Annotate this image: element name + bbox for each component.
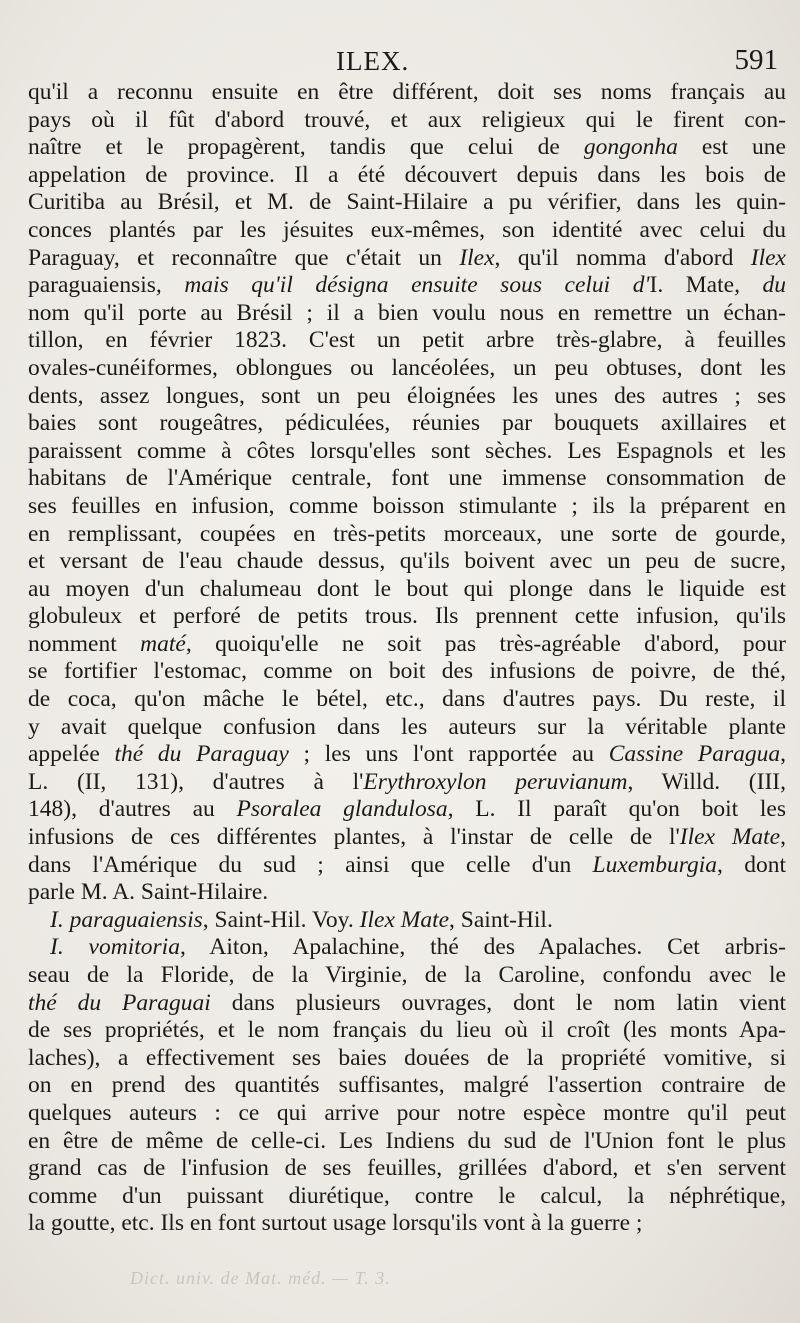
text-line: conces plantés par les jésuites eux-mêmes, son identité avec celui du bbox=[28, 216, 786, 243]
italic-term: I. paraguaiensis bbox=[50, 906, 203, 933]
italic-term: Ilex Mate bbox=[679, 824, 781, 851]
page-header bbox=[0, 44, 800, 78]
text-line: on en prend des quantités suffisantes, malgré l'assertion contraire de bbox=[28, 1072, 786, 1099]
italic-term: gongonha bbox=[583, 134, 678, 161]
italic-term: Luxemburgia bbox=[592, 851, 718, 878]
italic-term: maté bbox=[140, 630, 186, 657]
text-line: I. paraguaiensis, Saint-Hil. Voy. Ilex Mate, Saint-Hil. bbox=[50, 906, 553, 933]
italic-term: , mais qu'il désigna ensuite sous celui d' bbox=[155, 272, 650, 299]
italic-term: Ilex bbox=[750, 244, 786, 271]
text-line: et versant de l'eau chaude dessus, qu'ils boivent avec un peu de sucre, bbox=[28, 548, 786, 575]
text-line: en être de même de celle-ci. Les Indiens du sud de l'Union font le plus bbox=[28, 1127, 786, 1154]
text-line: globuleux et perforé de petits trous. Ils prennent cette infusion, qu'ils bbox=[28, 603, 786, 630]
text-line: I. vomitoria, Aiton, Apalachine, thé des Apalaches. Cet arbris- bbox=[50, 934, 786, 961]
text-line: au moyen d'un chalumeau dont le bout qui plonge dans le liquide est bbox=[28, 575, 786, 602]
italic-term: thé du Paraguai bbox=[28, 989, 211, 1016]
text-line: laches), a effectivement ses baies douées de la propriété vomitive, si bbox=[28, 1044, 786, 1071]
text-line: en remplissant, coupées en très-petits morceaux, une sorte de gourde, bbox=[28, 520, 786, 547]
text-line: dans l'Amérique du sud ; ainsi que celle d'un Luxemburgia, dont bbox=[28, 851, 786, 878]
text-line: Paraguay, et reconnaître que c'était un Ilex, qu'il nomma d'abord Ilex bbox=[28, 244, 786, 271]
bleed-through-text: Dict. univ. de Mat. méd. — T. 3. bbox=[130, 1268, 391, 1288]
text-line: ses feuilles en infusion, comme boisson stimulante ; ils la préparent en bbox=[28, 492, 786, 519]
text-line: paraissent comme à côtes lorsqu'elles sont sèches. Les Espagnols et les bbox=[28, 437, 786, 464]
text-line: se fortifier l'estomac, comme on boit des infusions de poivre, de thé, bbox=[28, 658, 786, 685]
italic-term: Psoralea glandulosa bbox=[236, 796, 448, 823]
running-title: ILEX. bbox=[336, 46, 410, 76]
body-text bbox=[28, 79, 786, 1238]
text-line: dents, assez longues, sont un peu éloignées les unes des autres ; ses bbox=[28, 382, 786, 409]
text-line: de coca, qu'on mâche le bétel, etc., dans d'autres pays. Du reste, il bbox=[28, 686, 786, 713]
text-line: habitans de l'Amérique centrale, font une immense consommation de bbox=[28, 465, 786, 492]
text-line: tillon, en février 1823. C'est un petit arbre très-glabre, à feuilles bbox=[28, 327, 786, 354]
text-line: pays où il fût d'abord trouvé, et aux religieux qui le firent con- bbox=[28, 106, 786, 133]
text-line: naître et le propagèrent, tandis que celui de gongonha est une bbox=[28, 134, 786, 161]
italic-term: thé du Paraguay bbox=[114, 741, 289, 768]
text-line: Curitiba au Brésil, et M. de Saint-Hilaire a pu vérifier, dans les quin- bbox=[28, 189, 786, 216]
text-line: y avait quelque confusion dans les auteurs sur la véritable plante bbox=[28, 713, 786, 740]
italic-term: Ilex bbox=[459, 244, 495, 271]
text-line: quelques auteurs : ce qui arrive pour notre espèce montre qu'il peut bbox=[28, 1099, 786, 1126]
text-line: L. (II, 131), d'autres à l'Erythroxylon peruvianum, Willd. (III, bbox=[28, 768, 786, 795]
text-line: de ses propriétés, et le nom français du lieu où il croît (les monts Apa- bbox=[28, 1017, 786, 1044]
text-line: la goutte, etc. Ils en font surtout usage lorsqu'ils vont à la guerre ; bbox=[28, 1210, 643, 1237]
text-line: comme d'un puissant diurétique, contre le calcul, la néphrétique, bbox=[28, 1182, 786, 1209]
text-line: qu'il a reconnu ensuite en être différent, doit ses noms français au bbox=[28, 79, 786, 105]
italic-term: Ilex Mate bbox=[359, 906, 450, 933]
italic-term: I. vomitoria bbox=[50, 934, 180, 961]
text-line: grand cas de l'infusion de ses feuilles, grillées d'abord, et s'en servent bbox=[28, 1155, 786, 1182]
text-line: infusions de ces différentes plantes, à l'instar de celle de l'Ilex Mate, bbox=[28, 824, 786, 851]
italic-term: Erythroxylon peruvianum bbox=[363, 768, 628, 795]
page-number: 591 bbox=[734, 44, 778, 76]
text-line: nomment maté, quoiqu'elle ne soit pas très-agréable d'abord, pour bbox=[28, 630, 786, 657]
text-line: appelation de province. Il a été découvert depuis dans les bois de bbox=[28, 161, 786, 188]
text-line: nom qu'il porte au Brésil ; il a bien voulu nous en remettre un échan- bbox=[28, 299, 786, 326]
text-line: 148), d'autres au Psoralea glandulosa, L. Il paraît qu'on boit les bbox=[28, 796, 787, 823]
text-line: parle M. A. Saint-Hilaire. bbox=[28, 879, 269, 906]
text-line: appelée thé du Paraguay ; les uns l'ont rapportée au Cassine Paragua, bbox=[28, 741, 786, 768]
text-line: thé du Paraguai dans plusieurs ouvrages, dont le nom latin vient bbox=[28, 989, 786, 1016]
text-line: ovales-cunéiformes, oblongues ou lancéolées, un peu obtuses, dont les bbox=[28, 354, 786, 381]
text-line: paraguaiensis, mais qu'il désigna ensuite sous celui d'I. Mate, du bbox=[28, 272, 787, 299]
text-line: baies sont rougeâtres, pédiculées, réunies par bouquets axillaires et bbox=[28, 410, 786, 437]
italic-term: Cassine Paragua bbox=[608, 741, 781, 768]
italic-term: , du bbox=[734, 272, 787, 299]
text-line: seau de la Floride, de la Virginie, de la Caroline, confondu avec le bbox=[28, 962, 786, 988]
